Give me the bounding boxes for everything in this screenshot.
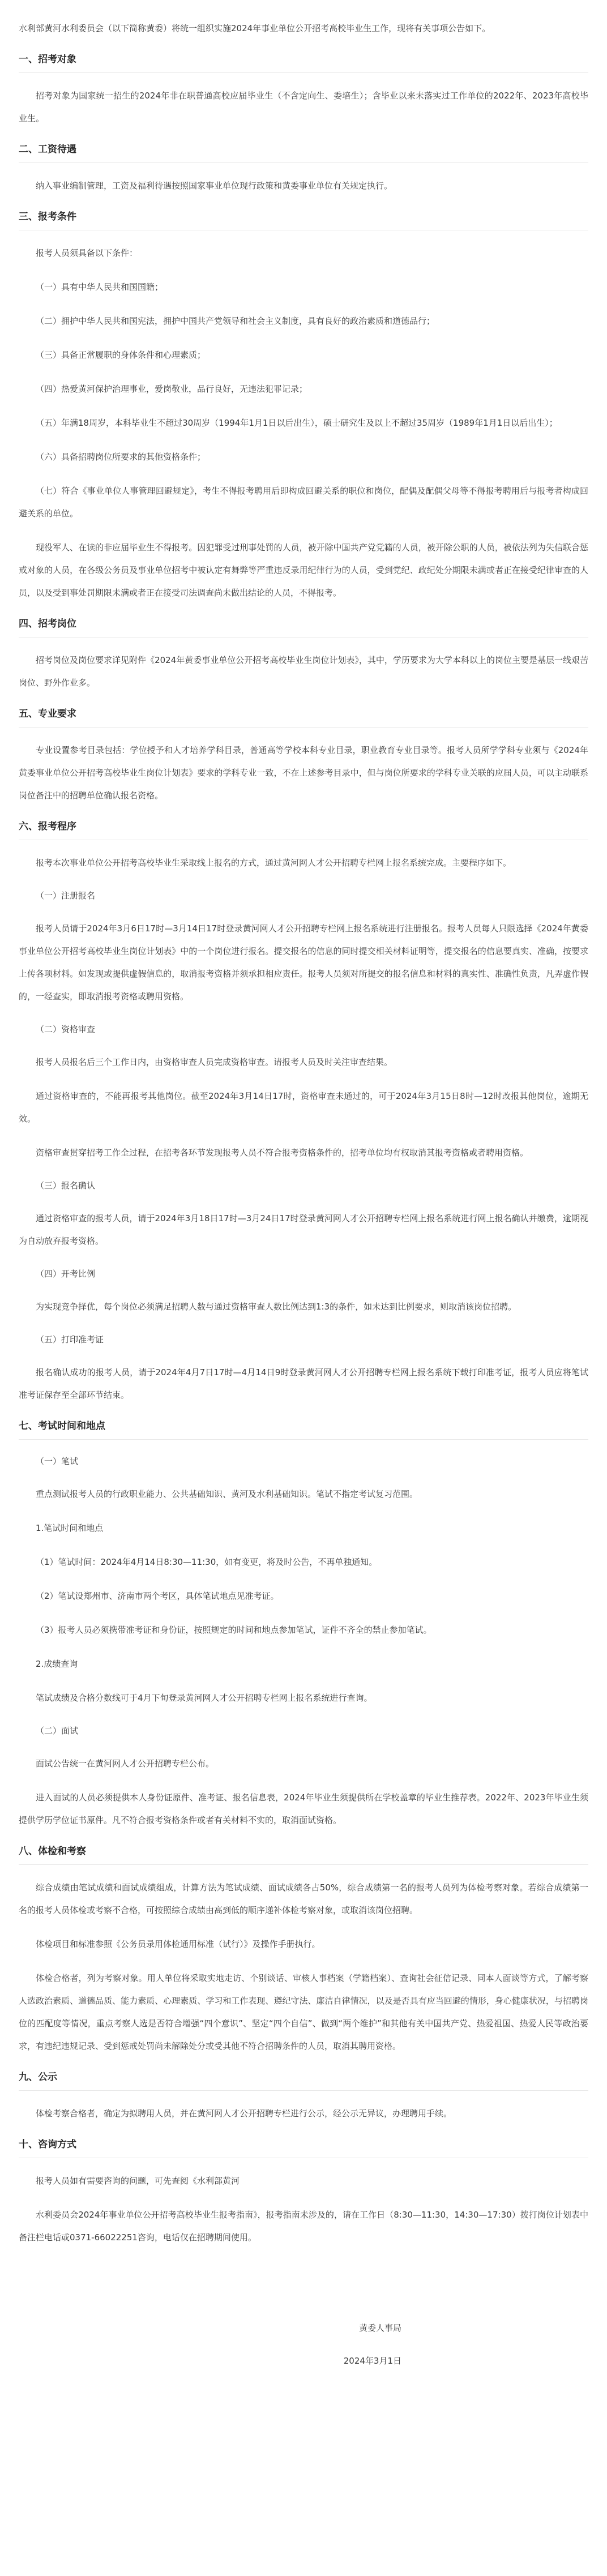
subsection-heading: （二）资格审查 [36,1024,96,1034]
signature-date: 2024年3月1日 [343,2356,401,2366]
section-heading: 五、专业要求 [19,705,588,728]
section-heading: 二、工资待遇 [19,141,588,163]
subsection-heading: （二）面试 [36,1726,79,1736]
signature-block [19,2317,588,2372]
paragraph: （四）热爱黄河保护治理事业，爱岗敬业，品行良好，无违法犯罪记录； [36,384,308,394]
paragraph: 进入面试的人员必须提供本人身份证原件、准考证、报名信息表，2024年毕业生须提供所在学校盖章的毕业生推荐表。2022年、2023年毕业生须提供学历学位证书原件。凡不符合报考资格条件或者有关材料不实的，取消面试资格。 [19,1792,588,1825]
document-body [19,51,588,2249]
paragraph: 报考本次事业单位公开招考高校毕业生采取线上报名的方式，通过黄河网人才公开招聘专栏网上报名系统完成。主要程序如下。 [36,858,512,868]
paragraph: （三）具备正常履职的身体条件和心理素质； [36,350,206,360]
paragraph: 通过资格审查的报考人员，请于2024年3月18日17时—3月24日17时登录黄河网人才公开招聘专栏网上报名系统进行网上报名确认并缴费，逾期视为自动放弃报考资格。 [19,1213,588,1246]
paragraph: 面试公告统一在黄河网人才公开招聘专栏公布。 [36,1758,215,1769]
section-heading: 六、报考程序 [19,818,588,840]
paragraph: （3）报考人员必须携带准考证和身份证，按照规定的时间和地点参加笔试，证件不齐全的禁止参加笔试。 [36,1625,432,1635]
paragraph: 水利委员会2024年事业单位公开招考高校毕业生报考指南》，报考指南未涉及的，请在工作日（8:30—11:30，14:30—17:30）拨打岗位计划表中备注栏电话或0371-66022251咨询，电话仅在招聘期间使用。 [19,2210,588,2243]
subsection-heading: （一）注册报名 [36,891,96,901]
signature-org: 黄委人事局 [358,2323,401,2333]
paragraph: 1.笔试时间和地点 [36,1523,104,1533]
paragraph: 报名确认成功的报考人员，请于2024年4月7日17时—4月14日9时登录黄河网人才公开招聘专栏网上报名系统下载打印准考证，报考人员应将笔试准考证保存至全部环节结束。 [19,1367,588,1400]
paragraph: 纳入事业编制管理，工资及福利待遇按照国家事业单位现行政策和黄委事业单位有关规定执行。 [36,181,393,191]
subsection-heading: （四）开考比例 [36,1269,96,1279]
paragraph: 通过资格审查的，不能再报考其他岗位。截至2024年3月14日17时，资格审查未通过的，可于2024年3月15日8时—12时改报其他岗位，逾期无效。 [19,1091,588,1124]
paragraph: 综合成绩由笔试成绩和面试成绩组成，计算方法为笔试成绩、面试成绩各占50%，综合成绩第一名的报考人员列为体检考察对象。若综合成绩第一名的报考人员体检或考察不合格，可按照综合成绩由高到低的顺序递补体检考察对象，或取消该岗位招聘。 [19,1882,588,1915]
paragraph: （二）拥护中华人民共和国宪法，拥护中国共产党领导和社会主义制度，具有良好的政治素质和道德品行； [36,316,435,326]
paragraph: 招考对象为国家统一招生的2024年非在职普通高校应届毕业生（不含定向生、委培生）；含毕业以来未落实过工作单位的2022年、2023年高校毕业生。 [19,91,588,123]
subsection-heading: （三）报名确认 [36,1180,96,1191]
subsection-heading: （一）笔试 [36,1456,79,1466]
paragraph: 为实现竞争择优，每个岗位必须满足招聘人数与通过资格审查人数比例达到1:3的条件，如未达到比例要求，则取消该岗位招聘。 [36,1302,517,1312]
paragraph: （一）具有中华人民共和国国籍； [36,282,164,292]
paragraph: 招考岗位及岗位要求详见附件《2024年黄委事业单位公开招考高校毕业生岗位计划表》，其中，学历要求为大学本科以上的岗位主要是基层一线艰苦岗位、野外作业多。 [19,655,588,688]
section-heading: 七、考试时间和地点 [19,1418,588,1440]
paragraph: 笔试成绩及合格分数线可于4月下旬登录黄河网人才公开招聘专栏网上报名系统进行查询。 [36,1693,373,1703]
paragraph: （七）符合《事业单位人事管理回避规定》，考生不得报考聘用后即构成回避关系的职位和岗位，配偶及配偶父母等不得报考聘用后与报考者构成回避关系的单位。 [19,486,588,519]
section-heading: 三、报考条件 [19,208,588,230]
paragraph: （1）笔试时间：2024年4月14日8:30—11:30，如有变更，将及时公告，不再单独通知。 [36,1557,378,1567]
intro-paragraph: 水利部黄河水利委员会（以下简称黄委）将统一组织实施2024年事业单位公开招考高校毕业生工作，现将有关事项公告如下。 [19,23,491,33]
paragraph: 专业设置参考目录包括：学位授予和人才培养学科目录，普通高等学校本科专业目录，职业教育专业目录等。报考人员所学学科专业须与《2024年黄委事业单位公开招考高校毕业生岗位计划表》要求的学科专业一致，不在上述参考目录中，但与岗位所要求的学科专业关联的应届人员，可以主动联系岗位备注中的招聘单位确认报名资格。 [19,745,588,801]
section-heading: 八、体检和考察 [19,1843,588,1865]
section-heading: 一、招考对象 [19,51,588,73]
paragraph: 报考人员须具备以下条件： [36,248,138,258]
paragraph: （五）年满18周岁，本科毕业生不超过30周岁（1994年1月1日以后出生），硕士研究生及以上不超过35周岁（1989年1月1日以后出生）； [36,418,558,428]
section-heading: 十、咨询方式 [19,2136,588,2158]
paragraph: 现役军人、在读的非应届毕业生不得报考。因犯罪受过刑事处罚的人员，被开除中国共产党党籍的人员，被开除公职的人员，被依法列为失信联合惩戒对象的人员，在各级公务员及事业单位招考中被认定有舞弊等严重违反录用纪律行为的人员，受到党纪、政纪处分期限未满或者正在接受纪律审查的人员，以及受到事处罚期限未满或者正在接受司法调查尚未做出结论的人员，不得报考。 [19,542,588,598]
paragraph: 体检项目和标准参照《公务员录用体检通用标准（试行）》及操作手册执行。 [36,1939,320,1949]
paragraph: 报考人员请于2024年3月6日17时—3月14日17时登录黄河网人才公开招聘专栏网上报名系统进行注册报名。报考人员每人只限选择《2024年黄委事业单位公开招考高校毕业生岗位计划表》中的一个岗位进行报名。提交报名的信息的同时提交相关材料证明等，提交报名的信息要真实、准确，按要求上传各项材料。如发现或提供虚假信息的，取消报考资格并须承担相应责任。报考人员须对所提交的报名信息和材料的真实性、准确性负责，凡弄虚作假的，一经查实，即取消报考资格或聘用资格。 [19,923,588,1002]
paragraph: 体检合格者，列为考察对象。用人单位将采取实地走访、个别谈话、审核人事档案（学籍档案）、查询社会征信记录、同本人面谈等方式，了解考察人选政治素质、道德品质、能力素质、心理素质、学习和工作表现、遵纪守法、廉洁自律情况，以及是否具有应当回避的情形，身心健康状况，与招聘岗位的匹配度等情况，重点考察人选是否符合增强“四个意识”、坚定“四个自信”、做到“两个维护”和其他有关中国共产党、热爱祖国、热爱人民等政治要求，有违纪违规记录、受到惩戒处罚尚未解除处分或受其他不符合招聘条件的人员，取消其聘用资格。 [19,1973,588,2051]
paragraph: 报考人员报名后三个工作日内，由资格审查人员完成资格审查。请报考人员及时关注审查结果。 [36,1057,393,1067]
subsection-heading: （五）打印准考证 [36,1334,104,1345]
paragraph: 体检考察合格者，确定为拟聘用人员，并在黄河网人才公开招聘专栏进行公示，经公示无异议，办理聘用手续。 [36,2108,452,2119]
paragraph: 2.成绩查询 [36,1659,78,1669]
section-heading: 九、公示 [19,2069,588,2091]
paragraph: （六）具备招聘岗位所要求的其他资格条件； [36,452,206,462]
section-heading: 四、招考岗位 [19,615,588,637]
paragraph: 重点测试报考人员的行政职业能力、公共基础知识、黄河及水利基础知识。笔试不指定考试复习范围。 [36,1489,418,1499]
paragraph: （2）笔试设郑州市、济南市两个考区，具体笔试地点见准考证。 [36,1591,279,1601]
paragraph: 报考人员如有需要咨询的问题，可先查阅《水利部黄河 [36,2176,240,2186]
paragraph: 资格审查贯穿招考工作全过程，在招考各环节发现报考人员不符合报考资格条件的，招考单位均有权取消其报考资格或者聘用资格。 [36,1148,529,1158]
